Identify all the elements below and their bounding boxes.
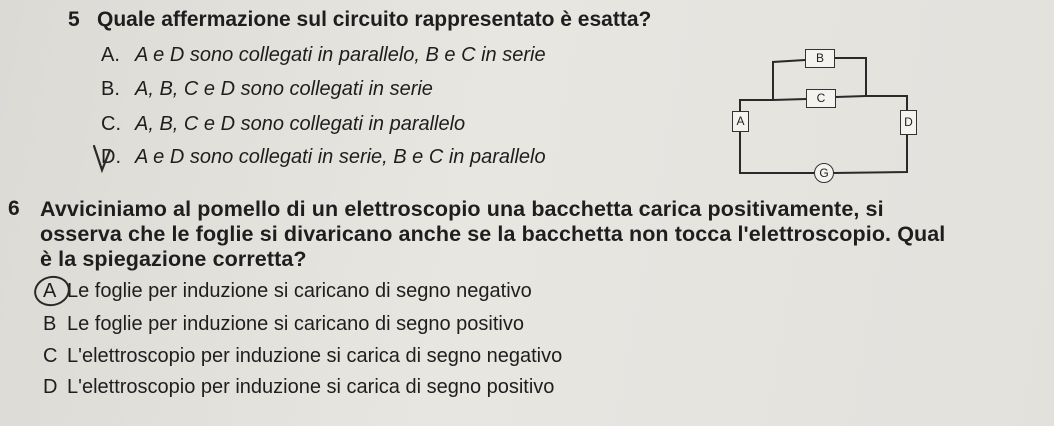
q6-option-d[interactable] xyxy=(43,376,554,399)
q6-option-b-letter: B xyxy=(43,313,57,335)
q6-option-d-letter: D xyxy=(43,376,58,398)
q6-option-c[interactable] xyxy=(43,345,562,368)
q6-option-c-text: L'elettroscopio per induzione si carica di segno negativo xyxy=(67,345,563,367)
q6-option-a[interactable] xyxy=(43,280,532,303)
q5-option-d-text: A e D sono collegati in serie, B e C in parallelo xyxy=(135,146,546,168)
q5-option-c-text: A, B, C e D sono collegati in parallelo xyxy=(135,113,466,135)
question-6-line-2: osserva che le foglie si divaricano anche se la bacchetta non tocca l'elettroscopio. Qual xyxy=(40,222,946,246)
q5-option-b-text: A, B, C e D sono collegati in serie xyxy=(135,78,433,100)
q5-option-d[interactable] xyxy=(101,146,546,169)
q5-option-d-letter: D. xyxy=(101,146,121,168)
q5-option-a[interactable] xyxy=(101,44,546,67)
q5-option-c-letter: C. xyxy=(101,113,121,135)
question-6-line-3: è la spiegazione corretta? xyxy=(40,247,307,271)
q5-option-a-text: A e D sono collegati in parallelo, B e C in serie xyxy=(135,44,546,66)
q6-option-b-text: Le foglie per induzione si caricano di segno positivo xyxy=(67,313,524,335)
q6-option-d-text: L'elettroscopio per induzione si carica di segno positivo xyxy=(67,376,555,398)
q5-option-c[interactable] xyxy=(101,113,465,136)
component-b: B xyxy=(805,49,835,68)
component-d: D xyxy=(900,110,917,135)
component-c: C xyxy=(806,89,836,108)
question-6-line-1: Avviciniamo al pomello di un elettroscopio una bacchetta carica positivamente, si xyxy=(40,197,884,221)
q6-answer-circle-mark xyxy=(31,273,72,310)
q5-option-b-letter: B. xyxy=(101,78,120,100)
question-5-text: Quale affermazione sul circuito rappresentato è esatta? xyxy=(97,8,652,31)
q6-option-c-letter: C xyxy=(43,345,58,367)
component-a: A xyxy=(732,111,749,132)
q6-option-b[interactable] xyxy=(43,313,524,336)
q5-option-a-letter: A. xyxy=(101,44,120,66)
component-g: G xyxy=(814,163,834,183)
q6-option-a-letter: A xyxy=(43,280,57,302)
q6-option-a-text: Le foglie per induzione si caricano di segno negativo xyxy=(67,280,532,302)
q5-option-b[interactable] xyxy=(101,78,433,101)
question-5-number: 5 xyxy=(68,8,80,31)
question-6-number: 6 xyxy=(8,197,20,220)
